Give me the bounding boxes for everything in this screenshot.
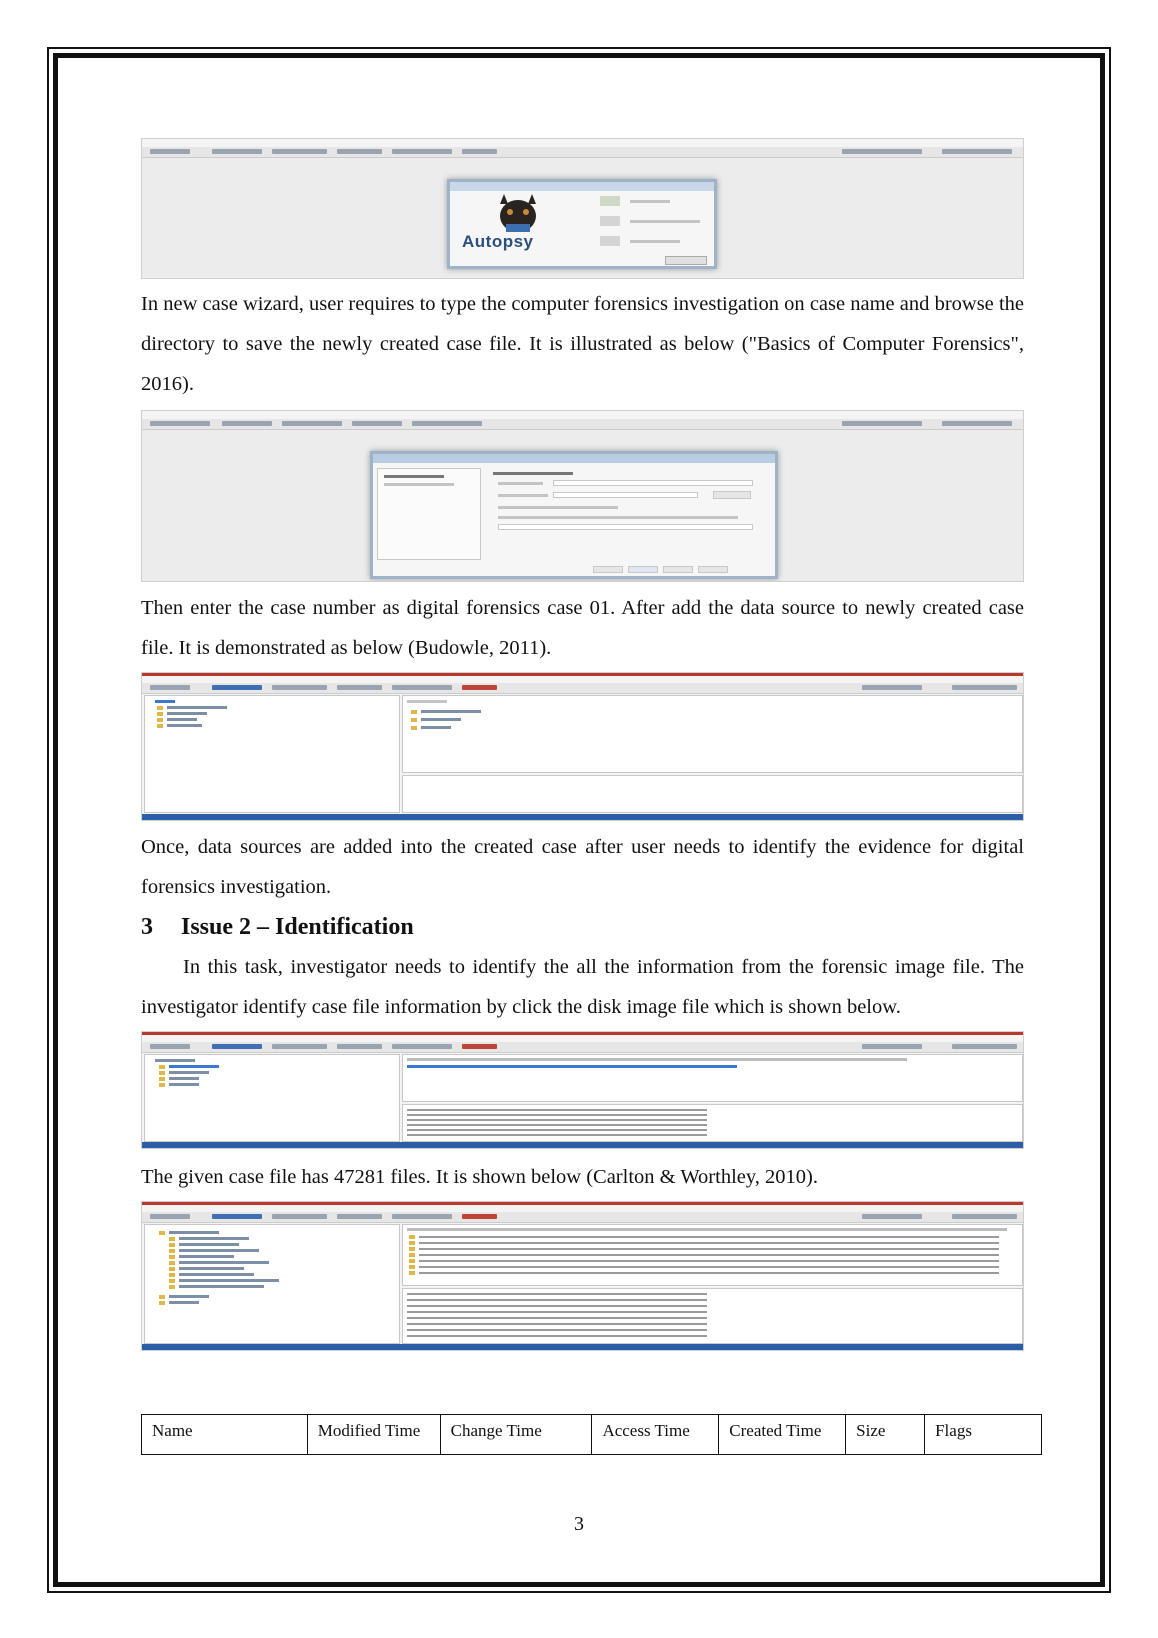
screenshot-file-listing (141, 1201, 1024, 1351)
screenshot-autopsy-welcome (141, 138, 1024, 279)
autopsy-logo (458, 194, 578, 254)
paragraph-identification-task: In this task, investigator needs to identify the all the information from the forensic image file. The investigator identify case file information by click the disk image file which is shown below. (141, 956, 1024, 1018)
paragraph-new-case-wizard: In new case wizard, user requires to type the computer forensics investigation on case name and browse the directory to save the newly created case file. It is illustrated as below ("Basics of Computer Forensics", 2016). (141, 293, 1024, 395)
section-number: 3 (141, 914, 153, 940)
paragraph-data-sources-added: Once, data sources are added into the created case after user needs to identify the evidence for digital forensics investigation. (141, 836, 1024, 898)
table-header-cell: Created Time (719, 1415, 846, 1455)
paragraph-case-number: Then enter the case number as digital forensics case 01. After add the data source to newly created case file. It is demonstrated as below (Budowle, 2011). (141, 597, 1024, 659)
section-title: Issue 2 – Identification (181, 914, 414, 940)
screenshot-data-source-added (141, 672, 1024, 821)
page-content (141, 138, 1024, 1351)
screenshot-new-case-dialog (141, 410, 1024, 582)
table-header-cell: Change Time (440, 1415, 592, 1455)
table-header-cell: Name (142, 1415, 308, 1455)
table-header-cell: Size (846, 1415, 925, 1455)
app-toolbar (142, 419, 1023, 430)
file-metadata-table (141, 1414, 1042, 1455)
windows-taskbar (142, 814, 1023, 820)
page-number: 3 (574, 1513, 584, 1535)
paragraph-file-count: The given case file has 47281 files. It is shown below (Carlton & Worthley, 2010). (141, 1166, 818, 1188)
result-viewer-pane (402, 695, 1023, 773)
table-header-cell: Flags (925, 1415, 1042, 1455)
table-header-cell: Modified Time (307, 1415, 440, 1455)
directory-tree-pane (144, 695, 400, 813)
screenshot-disk-image-info (141, 1031, 1024, 1149)
table-header-row (142, 1415, 1042, 1455)
app-toolbar (142, 147, 1023, 158)
autopsy-logo-text: Autopsy (462, 232, 534, 251)
table-header-cell: Access Time (592, 1415, 719, 1455)
new-case-information-dialog (370, 451, 778, 579)
welcome-dialog (447, 179, 717, 269)
content-viewer-pane (402, 775, 1023, 813)
section-heading (141, 907, 1024, 947)
